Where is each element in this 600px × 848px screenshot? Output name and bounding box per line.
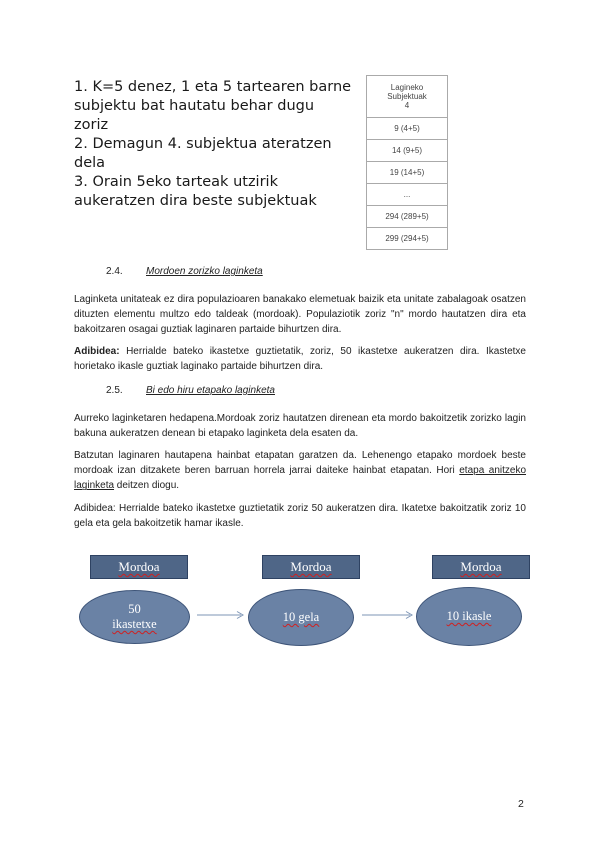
stage-oval-1: 50 ikastetxe xyxy=(79,590,190,644)
section-2-5-paragraph-1: Aurreko laginketaren hedapena.Mordoak zoriz hautatzen direnean eta mordo bakoitzetik zorizko lagin bakuna aukeratzen denean bi etapako laginketa dela esaten da. xyxy=(74,413,526,440)
table-row: 9 (4+5) xyxy=(367,118,448,140)
intro-steps xyxy=(74,78,369,211)
stage-oval-3: 10 ikasle xyxy=(416,587,522,646)
arrow-right-icon xyxy=(360,610,416,620)
section-2-5-paragraph-3: Adibidea: Herrialde bateko ikastetxe guztietatik zoriz 50 aukeratzen dira. Ikatetxe bakoitzatik zoriz 10 gela eta gela bakoitzetik hamar ikasle. xyxy=(74,503,526,530)
step-2: 2. Demagun 4. subjektua ateratzen dela xyxy=(74,136,332,171)
section-2-5-heading: 2.5. Bi edo hiru etapako laginketa xyxy=(106,385,275,396)
multistage-link-term: etapa anitzeko laginketa xyxy=(74,465,527,492)
table-row: 14 (9+5) xyxy=(367,140,448,162)
step-3: 3. Orain 5eko tarteak utzirik aukeratzen dira beste subjektuak xyxy=(74,174,317,209)
cluster-box-1: Mordoa xyxy=(90,555,188,579)
table-row: 299 (294+5) xyxy=(367,228,448,250)
step-1: 1. K=5 denez, 1 eta 5 tartearen barne subjektu bat hautatu behar dugu zoriz xyxy=(74,79,352,133)
table-row: ... xyxy=(367,184,448,206)
section-2-4-heading: 2.4. Mordoen zorizko laginketa xyxy=(106,266,263,277)
section-2-4-example: Adibidea: Herrialde bateko ikastetxe guztietatik, zoriz, 50 ikastetxe aukeratzen dira. Ikastetxe horietako ikasle guztiak laginako partaide bihurtzen dira. xyxy=(74,346,526,373)
subjects-table xyxy=(366,75,448,250)
cluster-box-2: Mordoa xyxy=(262,555,360,579)
cluster-box-3: Mordoa xyxy=(432,555,530,579)
stage-oval-2: 10 gela xyxy=(248,589,354,646)
arrow-right-icon xyxy=(195,610,247,620)
page-number: 2 xyxy=(518,798,524,810)
table-row: 19 (14+5) xyxy=(367,162,448,184)
section-2-5-paragraph-2: Batzutan laginaren hautapena hainbat etapatan garatzen da. Lehenengo etapako mordoek beste mordoak izan ditzakete beren barruan horrela jarrai daiteke hainbat etapatan. Hori etapa anitzeko laginketa deitzen diogu. xyxy=(74,450,527,492)
table-row: 294 (289+5) xyxy=(367,206,448,228)
table-header: Lagineko Subjektuak 4 xyxy=(367,76,448,118)
section-2-4-paragraph: Laginketa unitateak ez dira populazioaren banakako elemetuak baizik eta unitate zabalagoak osatzen dituzten elementu multzo edo taldeak (mordoak). Populaziotik zoriz "n" mordo hautatzen dira eta bakoitzaren osagai guztiak laginaren partaide bihurtzen dira. xyxy=(74,294,526,336)
